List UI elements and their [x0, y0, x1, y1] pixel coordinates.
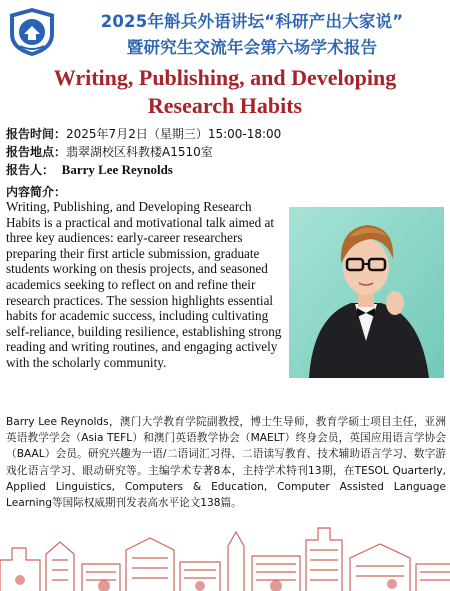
speaker-portrait	[289, 207, 444, 378]
report-place-label: 报告地点：	[6, 145, 67, 159]
report-time-label: 报告时间：	[6, 127, 67, 141]
campus-skyline-decoration	[0, 520, 450, 591]
speaker-name: Barry Lee Reynolds	[61, 162, 173, 177]
talk-abstract: Writing, Publishing, and Developing Research Habits is a practical and motivational talk aimed at three key audiences: early-career researchers preparing their first article submission, graduate students working on thesis projects, and seasoned academics seeking to reflect on and refine their research practices. The session highlights essential habits for academic success, including cultivating self-reliance, building resilience, establishing strong reading and writing routines, and engaging actively with the scholarly community.	[6, 199, 282, 370]
report-place-value: 翡翠湖校区科教楼A1510室	[66, 145, 213, 159]
event-subtitle: 暨研究生交流年会第六场学术报告	[126, 38, 378, 57]
report-time-value: 2025年7月2日（星期三）15:00-18:00	[66, 127, 282, 141]
university-emblem-icon	[6, 6, 58, 58]
talk-title-line1: Writing, Publishing, and Developing	[53, 65, 397, 90]
report-place	[6, 143, 213, 160]
speaker-label: 报告人：	[6, 163, 55, 177]
intro-heading: 内容简介：	[6, 185, 67, 199]
talk-title	[10, 64, 440, 120]
report-time	[6, 125, 281, 142]
talk-title-line2: Research Habits	[147, 93, 303, 118]
event-series-title: 2025年斛兵外语讲坛“科研产出大家说”	[100, 12, 404, 31]
speaker-biography: Barry Lee Reynolds，澳门大学教育学院副教授，博士生导师，教育学硕士项目主任，亚洲英语教学学会（Asia TEFL）和澳门英语教学协会（MAELT）终身会员，英国应用语言学协会（BAAL）会员。研究兴趣为一语/二语词汇习得、二语读写教育、技术辅助语言学习、数字游戏化语言学习、眼动研究等。主编学术专著8本，主持学术特刊13期，在TESOL Quarterly, Applied Linguistics, Computers & Education, Computer Assisted Language Learning等国际权威期刊发表高水平论文138篇。	[6, 416, 446, 510]
speaker	[6, 161, 173, 178]
